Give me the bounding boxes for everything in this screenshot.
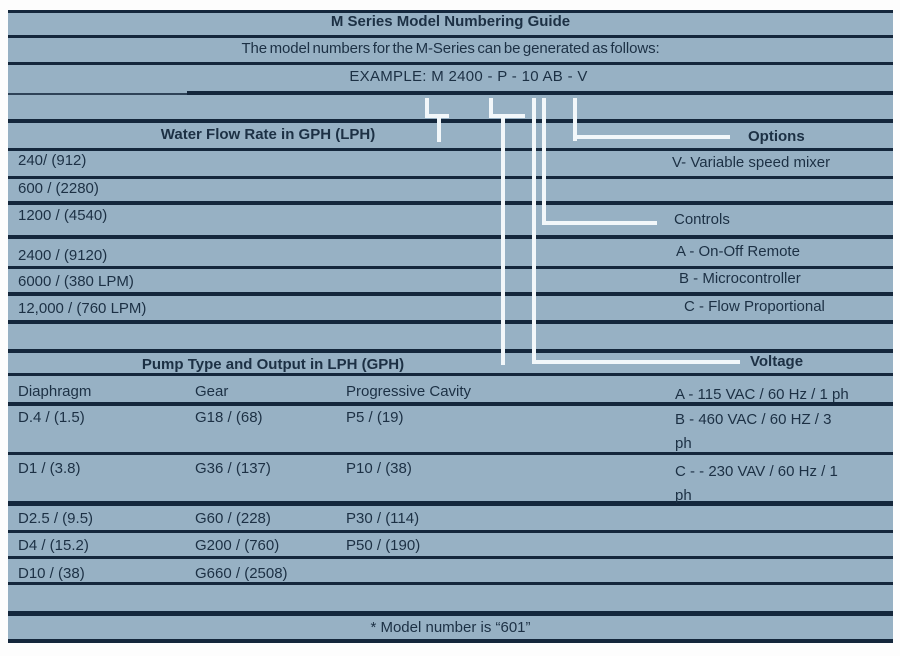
- connector-pump-type-line-segment: [501, 114, 505, 365]
- h-rule: [8, 62, 893, 65]
- voltage-item: [675, 408, 831, 456]
- h-rule: [8, 292, 893, 296]
- h-rule: [8, 201, 893, 205]
- connector-pump-type-line-segment: [489, 114, 525, 118]
- pump-cell: G660 / (2508): [195, 565, 288, 582]
- options-section-header: Options: [748, 128, 805, 145]
- voltage-item-line: ph: [675, 435, 692, 452]
- h-rule: [8, 373, 893, 376]
- h-rule: [8, 266, 893, 269]
- h-rule: [8, 35, 893, 38]
- flow-row: 240/ (912): [18, 152, 87, 169]
- controls-section-header: Controls: [674, 211, 730, 228]
- voltage-item-line: A - 115 VAC / 60 Hz / 1 ph: [675, 386, 849, 403]
- h-rule: [8, 320, 893, 324]
- h-rule: [8, 530, 893, 533]
- table-background: [8, 10, 893, 643]
- flow-row: 6000 / (380 LPM): [18, 273, 134, 290]
- footnote: * Model number is “601”: [370, 619, 531, 636]
- pump-cell: P50 / (190): [346, 537, 421, 554]
- pump-cell: G60 / (228): [195, 510, 271, 527]
- h-rule: [8, 235, 893, 239]
- connector-controls-line-segment: [542, 221, 657, 225]
- h-rule: [8, 611, 893, 616]
- flow-row: 600 / (2280): [18, 180, 99, 197]
- flow-section-header: Water Flow Rate in GPH (LPH): [160, 126, 376, 143]
- pump-cell: D1 / (3.8): [18, 460, 81, 477]
- pump-cell: G18 / (68): [195, 409, 263, 426]
- controls-item: A - On-Off Remote: [676, 243, 800, 260]
- voltage-item-line: ph: [675, 487, 692, 504]
- connector-voltage-line-segment: [532, 360, 740, 364]
- voltage-item-line: B - 460 VAC / 60 HZ / 3: [675, 411, 832, 428]
- pump-cell: G200 / (760): [195, 537, 280, 554]
- flow-row: 1200 / (4540): [18, 207, 108, 224]
- example-model-number: EXAMPLE: M 2400 - P - 10 AB - V: [349, 68, 588, 85]
- pump-cell: P5 / (19): [346, 409, 404, 426]
- h-rule: [8, 639, 893, 643]
- h-rule: [8, 556, 893, 559]
- h-rule: [8, 119, 893, 123]
- pump-cell: G36 / (137): [195, 460, 271, 477]
- pump-cell: D4 / (15.2): [18, 537, 89, 554]
- pump-cell: D.4 / (1.5): [18, 409, 85, 426]
- connector-voltage-line-segment: [532, 98, 536, 364]
- pump-column-header: Gear: [195, 383, 229, 400]
- pump-cell: P30 / (114): [346, 510, 420, 527]
- pump-section-header: Pump Type and Output in LPH (GPH): [141, 356, 405, 373]
- h-rule: [8, 582, 893, 585]
- pump-column-header: Progressive Cavity: [346, 383, 472, 400]
- flow-row: 2400 / (9120): [18, 247, 108, 264]
- h-rule: [187, 91, 893, 95]
- options-item: V- Variable speed mixer: [672, 154, 831, 171]
- h-rule: [8, 148, 893, 151]
- voltage-item-line: C - - 230 VAV / 60 Hz / 1: [675, 463, 838, 480]
- pump-cell: D2.5 / (9.5): [18, 510, 94, 527]
- flow-row: 12,000 / (760 LPM): [18, 300, 147, 317]
- voltage-section-header: Voltage: [750, 353, 804, 370]
- connector-options-line-segment: [573, 135, 730, 139]
- h-rule: [8, 176, 893, 179]
- subtitle: The model numbers for the M-Series can be generated as follows:: [241, 40, 660, 57]
- page-title: M Series Model Numbering Guide: [330, 13, 571, 30]
- pump-column-header: Diaphragm: [18, 383, 92, 400]
- controls-item: C - Flow Proportional: [684, 298, 825, 315]
- connector-controls-line-segment: [542, 98, 546, 225]
- voltage-item: [675, 383, 849, 407]
- pump-cell: D10 / (38): [18, 565, 85, 582]
- controls-item: B - Microcontroller: [679, 270, 801, 287]
- pump-cell: P10 / (38): [346, 460, 412, 477]
- voltage-item: [675, 460, 838, 508]
